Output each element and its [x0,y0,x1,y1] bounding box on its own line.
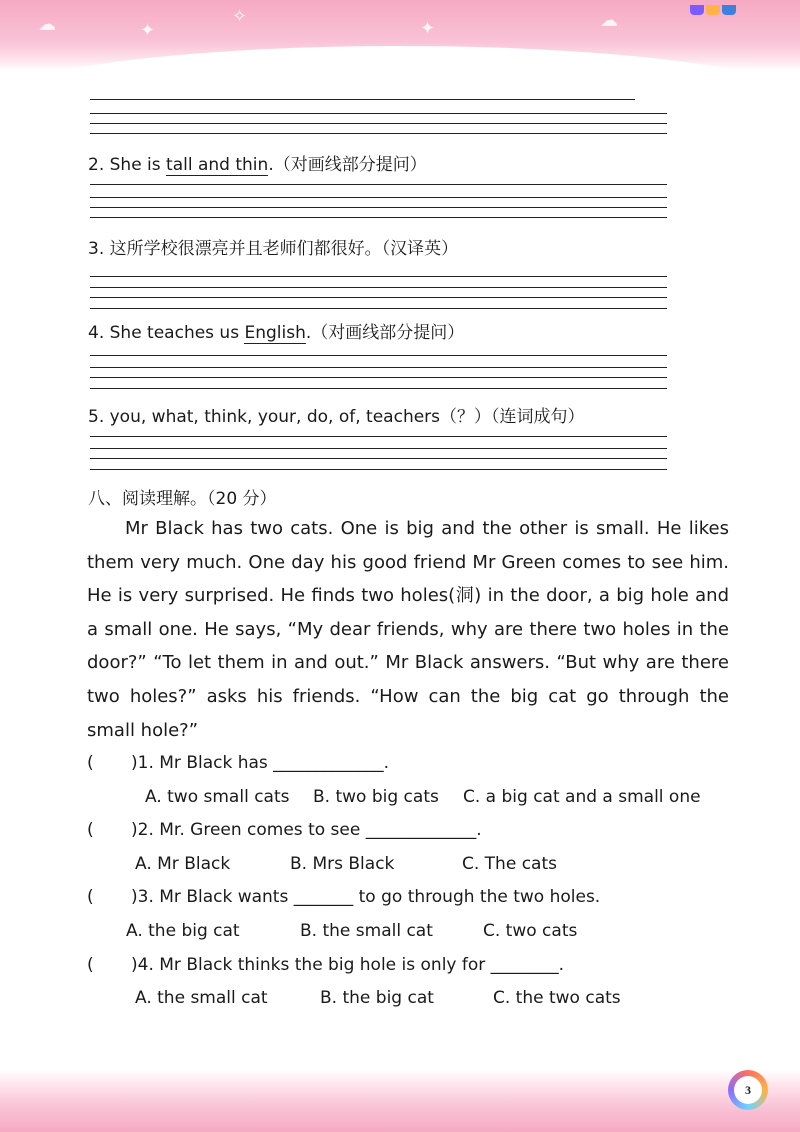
question-4-suffix: .（对画线部分提问） [305,323,465,343]
option-c[interactable]: C. a big cat and a small one [463,787,701,807]
option-b[interactable]: B. two big cats [313,787,439,807]
answer-line [90,308,667,309]
answer-line [90,436,667,437]
answer-line [90,355,667,356]
question-stem: )4. Mr Black thinks the big hole is only for ________. [131,955,565,975]
answer-line [90,184,667,185]
sparkle-icon: ✦ [420,18,436,39]
answer-line [90,197,667,198]
reading-question-3 [87,887,600,907]
question-2-prefix: 2. She is [88,155,167,175]
answer-line [90,207,667,208]
answer-line [90,458,667,459]
question-stem: )2. Mr. Green comes to see _____________. [131,820,482,840]
answer-line [90,217,667,218]
answer-line [90,388,667,389]
option-b[interactable]: B. the big cat [320,988,434,1008]
star-icon: ✦ [140,20,156,41]
option-a[interactable]: A. Mr Black [135,854,231,874]
question-2 [88,150,427,175]
question-4 [88,318,464,343]
answer-line [90,377,667,378]
question-stem: )3. Mr Black wants _______ to go through the two holes. [131,887,601,907]
passage-text: Mr Black has two cats. One is big and the other is small. He likes them very much. One day his good friend Mr Green comes to see him. He is very surprised. He finds two holes(洞) in the door, a big hole and a small one. He says, “My dear friends, why are there two holes in the door?” “To let them in and out.” Mr Black answers. “But why are there two holes?” asks his friends. “How can the big cat go through the small hole?” [87,518,729,741]
cloud-icon: ☁ [38,14,56,35]
option-c[interactable]: C. two cats [483,921,578,941]
answer-line [90,469,667,470]
page-number-badge [728,1070,768,1110]
sparkle-icon: ✧ [232,6,248,27]
answer-line [90,133,667,134]
answer-line [90,113,667,114]
answer-line [90,287,667,288]
footer-decoration [0,1070,800,1132]
option-c[interactable]: C. The cats [462,854,557,874]
page-number: 3 [734,1076,762,1104]
answer-line [90,448,667,449]
answer-paren[interactable]: ( [87,955,94,975]
option-a[interactable]: A. two small cats [145,787,290,807]
answer-paren[interactable]: ( [87,753,94,773]
answer-line [90,99,635,100]
cloud-icon: ☁ [600,10,618,31]
answer-paren[interactable]: ( [87,887,94,907]
question-5: 5. you, what, think, your, do, of, teachers（？）（连词成句） [88,407,585,427]
question-stem: )1. Mr Black has _____________. [131,753,390,773]
answer-line [90,276,667,277]
question-2-suffix: .（对画线部分提问） [268,155,427,175]
reading-question-4 [87,955,564,975]
question-4-prefix: 4. She teaches us [88,323,245,343]
reading-passage [87,512,729,747]
option-a[interactable]: A. the big cat [126,921,240,941]
reading-question-1 [87,753,389,773]
answer-line [90,297,667,298]
answer-line [90,367,667,368]
option-c[interactable]: C. the two cats [493,988,621,1008]
header-decoration [0,0,800,70]
answer-line [90,123,667,124]
option-a[interactable]: A. the small cat [135,988,268,1008]
section-title: 八、阅读理解。（20 分） [88,489,277,509]
option-b[interactable]: B. the small cat [300,921,433,941]
publisher-logo [690,0,750,14]
option-b[interactable]: B. Mrs Black [290,854,395,874]
answer-paren[interactable]: ( [87,820,94,840]
question-2-underlined: tall and thin [166,155,269,175]
question-3: 3. 这所学校很漂亮并且老师们都很好。（汉译英） [88,239,459,259]
question-4-underlined: English [244,323,306,343]
reading-question-2 [87,820,482,840]
